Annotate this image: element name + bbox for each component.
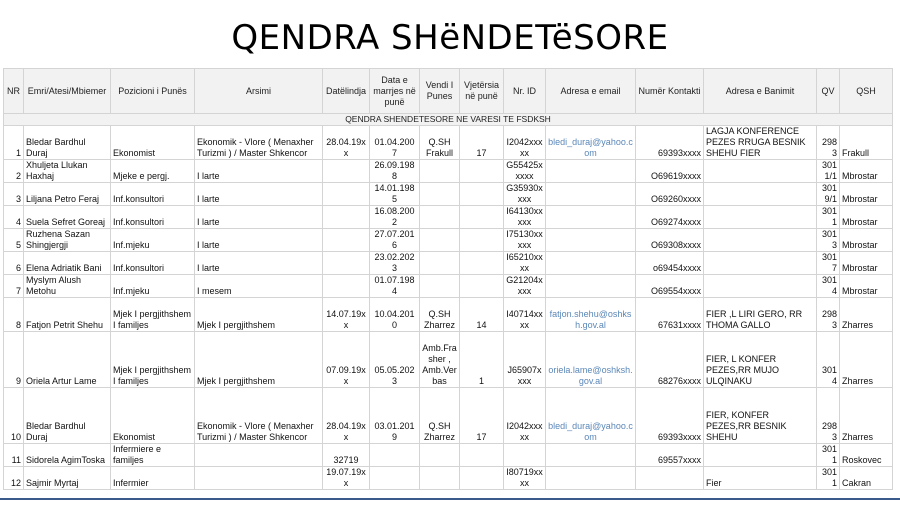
- cell-email: [546, 275, 636, 298]
- cell-nr: 4: [4, 206, 24, 229]
- cell-education: I mesem: [195, 275, 323, 298]
- cell-seniority: [460, 183, 504, 206]
- cell-education: I larte: [195, 183, 323, 206]
- column-header: QSH: [840, 69, 893, 114]
- cell-qv: 3011: [817, 467, 840, 490]
- cell-hired: 23.02.2023: [370, 252, 420, 275]
- cell-education: [195, 444, 323, 467]
- cell-id: I80719xxxx: [504, 467, 546, 490]
- cell-hired: 01.04.2007: [370, 126, 420, 160]
- column-header: Adresa e email: [546, 69, 636, 114]
- cell-seniority: [460, 275, 504, 298]
- cell-email: [546, 160, 636, 183]
- cell-name: Ruzhena Sazan Shingjergji: [24, 229, 111, 252]
- table-row: [4, 388, 893, 444]
- column-header: QV: [817, 69, 840, 114]
- cell-education: [195, 467, 323, 490]
- cell-email: [546, 183, 636, 206]
- cell-nr: 11: [4, 444, 24, 467]
- bottom-rule: [0, 498, 900, 500]
- cell-position: Inf.konsultori: [111, 206, 195, 229]
- cell-position: Ekonomist: [111, 126, 195, 160]
- cell-seniority: [460, 444, 504, 467]
- table-row: [4, 206, 893, 229]
- cell-education: I larte: [195, 252, 323, 275]
- cell-hired: 16.08.2002: [370, 206, 420, 229]
- cell-email: [546, 467, 636, 490]
- cell-nr: 7: [4, 275, 24, 298]
- cell-email: [546, 229, 636, 252]
- cell-education: I larte: [195, 160, 323, 183]
- cell-phone: 69557xxxx: [636, 444, 704, 467]
- cell-email: [546, 206, 636, 229]
- table-row: [4, 252, 893, 275]
- cell-position: Mjek I pergjithshem I familjes: [111, 298, 195, 332]
- cell-qsh: Mbrostar: [840, 206, 893, 229]
- cell-hired: 27.07.2016: [370, 229, 420, 252]
- table-row: [4, 126, 893, 160]
- cell-birth: 14.07.19xx: [323, 298, 370, 332]
- cell-workplace: [420, 183, 460, 206]
- cell-qv: 3011: [817, 206, 840, 229]
- table-row: [4, 298, 893, 332]
- cell-workplace: [420, 160, 460, 183]
- spreadsheet-table: [3, 68, 892, 490]
- cell-seniority: 14: [460, 298, 504, 332]
- cell-qsh: Mbrostar: [840, 275, 893, 298]
- cell-nr: 8: [4, 298, 24, 332]
- cell-email[interactable]: fatjon.shehu@oshksh.gov.al: [546, 298, 636, 332]
- cell-name: Bledar Bardhul Duraj: [24, 388, 111, 444]
- table-body: [4, 126, 893, 490]
- cell-position: Inf.mjeku: [111, 229, 195, 252]
- cell-address: [704, 275, 817, 298]
- cell-seniority: 17: [460, 388, 504, 444]
- cell-position: Ekonomist: [111, 388, 195, 444]
- cell-hired: 26.09.1988: [370, 160, 420, 183]
- table-row: [4, 275, 893, 298]
- cell-address: FIER, L KONFER PEZES,RR MUJO ULQINAKU: [704, 332, 817, 388]
- cell-qsh: Mbrostar: [840, 229, 893, 252]
- cell-nr: 6: [4, 252, 24, 275]
- column-header: Numër Kontakti: [636, 69, 704, 114]
- cell-workplace: [420, 467, 460, 490]
- cell-seniority: 1: [460, 332, 504, 388]
- cell-id: G55425xxxxx: [504, 160, 546, 183]
- cell-hired: 05.05.2023: [370, 332, 420, 388]
- cell-position: Mjeke e pergj.: [111, 160, 195, 183]
- column-header: Pozicioni i Punës: [111, 69, 195, 114]
- cell-phone: O69274xxxx: [636, 206, 704, 229]
- cell-qsh: Mbrostar: [840, 160, 893, 183]
- cell-name: Xhuljeta Llukan Haxhaj: [24, 160, 111, 183]
- cell-birth: 32719: [323, 444, 370, 467]
- cell-education: I larte: [195, 206, 323, 229]
- cell-education: Mjek I pergjithshem: [195, 332, 323, 388]
- cell-name: Suela Sefret Goreaj: [24, 206, 111, 229]
- table-caption: QENDRA SHENDETESORE NE VARESI TE FSDKSH: [4, 114, 893, 126]
- cell-workplace: Amb.Frasher , Amb.Verbas: [420, 332, 460, 388]
- cell-name: Oriela Artur Lame: [24, 332, 111, 388]
- cell-phone: O69260xxxx: [636, 183, 704, 206]
- cell-address: LAGJA KONFERENCE PEZES RRUGA BESNIK SHEHU FIER: [704, 126, 817, 160]
- cell-id: G21204xxxx: [504, 275, 546, 298]
- cell-address: FIER, KONFER PEZES,RR BESNIK SHEHU: [704, 388, 817, 444]
- cell-phone: O69619xxxx: [636, 160, 704, 183]
- table-row: [4, 160, 893, 183]
- cell-position: Mjek I pergjithshem I familjes: [111, 332, 195, 388]
- cell-birth: [323, 160, 370, 183]
- cell-phone: [636, 467, 704, 490]
- cell-email[interactable]: bledi_duraj@yahoo.com: [546, 126, 636, 160]
- cell-birth: 28.04.19xx: [323, 126, 370, 160]
- cell-qv: 2983: [817, 298, 840, 332]
- cell-position: Inf.mjeku: [111, 275, 195, 298]
- cell-birth: [323, 229, 370, 252]
- cell-workplace: [420, 275, 460, 298]
- column-header: Datëlindja: [323, 69, 370, 114]
- cell-email: [546, 252, 636, 275]
- table-row: [4, 183, 893, 206]
- cell-id: I2042xxxxx: [504, 388, 546, 444]
- cell-nr: 9: [4, 332, 24, 388]
- cell-name: Sidorela AgimToska: [24, 444, 111, 467]
- cell-hired: [370, 444, 420, 467]
- cell-qv: 2983: [817, 126, 840, 160]
- cell-birth: 28.04.19xx: [323, 388, 370, 444]
- cell-qsh: Frakull: [840, 126, 893, 160]
- cell-position: Inf.konsultori: [111, 183, 195, 206]
- cell-workplace: Q.SH Zharrez: [420, 388, 460, 444]
- cell-seniority: [460, 467, 504, 490]
- page-title: QENDRA SHëNDETëSORE: [231, 18, 669, 58]
- cell-name: Liljana Petro Feraj: [24, 183, 111, 206]
- cell-seniority: [460, 160, 504, 183]
- cell-address: [704, 229, 817, 252]
- cell-qv: 3014: [817, 275, 840, 298]
- cell-hired: 03.01.2019: [370, 388, 420, 444]
- column-header: NR: [4, 69, 24, 114]
- cell-address: [704, 183, 817, 206]
- cell-phone: 69393xxxx: [636, 388, 704, 444]
- cell-hired: 14.01.1985: [370, 183, 420, 206]
- column-header: Data e marrjes në punë: [370, 69, 420, 114]
- cell-qsh: Mbrostar: [840, 183, 893, 206]
- cell-id: J65907xxxx: [504, 332, 546, 388]
- column-header: Adresa e Banimit: [704, 69, 817, 114]
- cell-email[interactable]: oriela.lame@oshksh.gov.al: [546, 332, 636, 388]
- cell-address: [704, 160, 817, 183]
- cell-qsh: Mbrostar: [840, 252, 893, 275]
- cell-address: [704, 444, 817, 467]
- cell-name: Myslym Alush Metohu: [24, 275, 111, 298]
- cell-hired: 10.04.2010: [370, 298, 420, 332]
- cell-birth: 07.09.19xx: [323, 332, 370, 388]
- column-header: Vjetërsia në punë: [460, 69, 504, 114]
- table-row: [4, 332, 893, 388]
- cell-nr: 1: [4, 126, 24, 160]
- cell-qv: 3011: [817, 444, 840, 467]
- cell-nr: 5: [4, 229, 24, 252]
- cell-id: I65210xxxx: [504, 252, 546, 275]
- cell-qsh: Zharres: [840, 298, 893, 332]
- staff-table: [3, 68, 893, 490]
- cell-birth: [323, 183, 370, 206]
- cell-phone: O69554xxxx: [636, 275, 704, 298]
- cell-email[interactable]: bledi_duraj@yahoo.com: [546, 388, 636, 444]
- cell-name: Fatjon Petrit Shehu: [24, 298, 111, 332]
- cell-phone: 67631xxxx: [636, 298, 704, 332]
- cell-address: FIER ,L LIRI GERO, RR THOMA GALLO: [704, 298, 817, 332]
- cell-workplace: [420, 252, 460, 275]
- cell-seniority: [460, 206, 504, 229]
- cell-phone: 69393xxxx: [636, 126, 704, 160]
- cell-qsh: Roskovec: [840, 444, 893, 467]
- cell-qv: 3019/1: [817, 183, 840, 206]
- cell-id: I75130xxxxx: [504, 229, 546, 252]
- cell-birth: [323, 275, 370, 298]
- cell-position: Infermiere e familjes: [111, 444, 195, 467]
- cell-qsh: Zharres: [840, 388, 893, 444]
- cell-hired: [370, 467, 420, 490]
- cell-id: I2042xxxxx: [504, 126, 546, 160]
- column-header: Nr. ID: [504, 69, 546, 114]
- cell-seniority: 17: [460, 126, 504, 160]
- cell-education: I larte: [195, 229, 323, 252]
- table-row: [4, 444, 893, 467]
- cell-address: [704, 206, 817, 229]
- column-header: Emri/Atesi/Mbiemer: [24, 69, 111, 114]
- cell-workplace: [420, 444, 460, 467]
- cell-birth: [323, 206, 370, 229]
- cell-phone: o69454xxxx: [636, 252, 704, 275]
- cell-phone: 68276xxxx: [636, 332, 704, 388]
- cell-address: Fier: [704, 467, 817, 490]
- cell-hired: 01.07.1984: [370, 275, 420, 298]
- cell-id: I64130xxxxx: [504, 206, 546, 229]
- cell-phone: O69308xxxx: [636, 229, 704, 252]
- cell-qv: 3014: [817, 332, 840, 388]
- cell-seniority: [460, 252, 504, 275]
- cell-name: Bledar Bardhul Duraj: [24, 126, 111, 160]
- table-row: [4, 229, 893, 252]
- cell-qv: 3011/1: [817, 160, 840, 183]
- cell-education: Ekonomik - Vlore ( Menaxher Turizmi ) / Master Shkencor: [195, 126, 323, 160]
- cell-id: I40714xxxx: [504, 298, 546, 332]
- cell-birth: 19.07.19xx: [323, 467, 370, 490]
- cell-workplace: Q.SH Zharrez: [420, 298, 460, 332]
- cell-address: [704, 252, 817, 275]
- cell-qv: 3013: [817, 229, 840, 252]
- cell-workplace: [420, 206, 460, 229]
- cell-education: Mjek I pergjithshem: [195, 298, 323, 332]
- cell-id: G35930xxxx: [504, 183, 546, 206]
- cell-nr: 10: [4, 388, 24, 444]
- column-header: Vendi I Punes: [420, 69, 460, 114]
- cell-birth: [323, 252, 370, 275]
- cell-education: Ekonomik - Vlore ( Menaxher Turizmi ) / Master Shkencor: [195, 388, 323, 444]
- cell-qv: 3017: [817, 252, 840, 275]
- cell-name: Sajmir Myrtaj: [24, 467, 111, 490]
- cell-workplace: [420, 229, 460, 252]
- cell-email: [546, 444, 636, 467]
- cell-workplace: Q.SH Frakull: [420, 126, 460, 160]
- cell-position: Infermier: [111, 467, 195, 490]
- cell-position: Inf.konsultori: [111, 252, 195, 275]
- column-header: Arsimi: [195, 69, 323, 114]
- cell-nr: 12: [4, 467, 24, 490]
- cell-name: Elena Adriatik Bani: [24, 252, 111, 275]
- cell-nr: 3: [4, 183, 24, 206]
- table-header-row: [4, 69, 893, 114]
- cell-seniority: [460, 229, 504, 252]
- cell-qsh: Cakran: [840, 467, 893, 490]
- cell-qv: 2983: [817, 388, 840, 444]
- cell-qsh: Zharres: [840, 332, 893, 388]
- table-row: [4, 467, 893, 490]
- cell-nr: 2: [4, 160, 24, 183]
- cell-id: [504, 444, 546, 467]
